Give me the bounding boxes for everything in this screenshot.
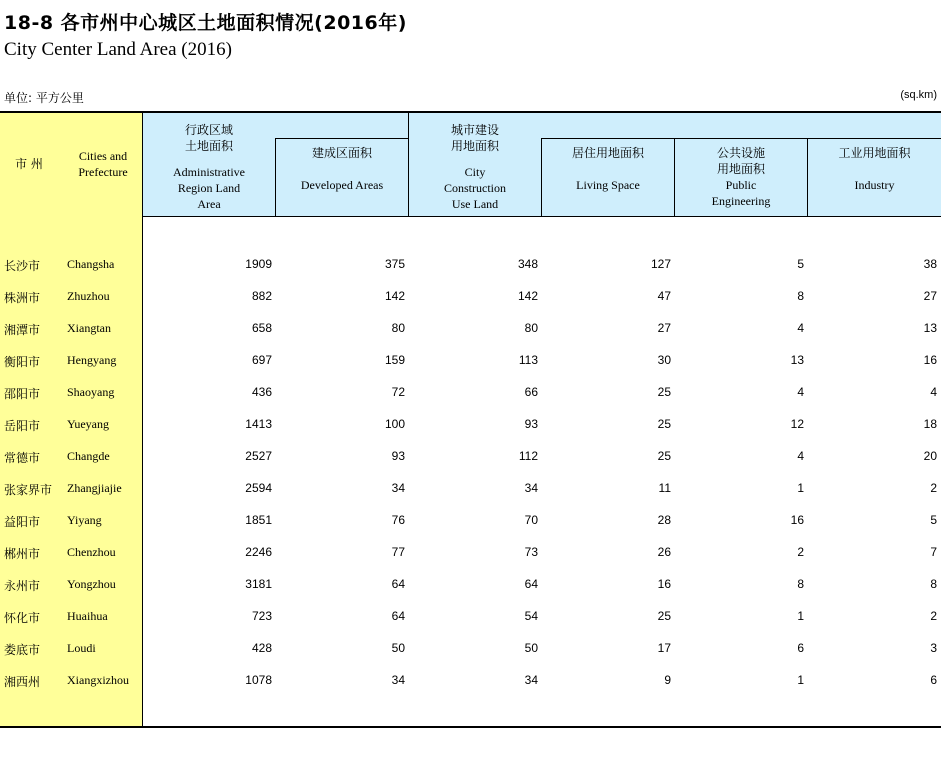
table-row [0,353,941,371]
cell-developed: 93 [391,449,405,463]
cell-public: 8 [797,577,804,591]
cell-construct: 112 [518,449,538,463]
cell-construct: 113 [518,353,538,367]
cell-developed: 34 [391,481,405,495]
cell-admin: 1909 [245,257,272,271]
table-row [0,385,941,403]
cell-developed: 34 [391,673,405,687]
cell-living: 30 [657,353,671,367]
city-name-zh: 湘潭市 [4,323,41,337]
city-name-zh: 株洲市 [4,291,41,305]
header-admin-area: 行政区域 土地面积 Administrative Region Land Area [173,123,245,211]
table-row [0,257,941,275]
table-row [0,513,941,531]
cell-construct: 50 [524,641,538,655]
cell-industry: 2 [930,609,937,623]
cell-admin: 658 [251,321,272,335]
city-name-en: Changde [67,449,110,463]
cell-public: 8 [797,289,804,303]
header-developed-area: 建成区面积 Developed Areas [300,146,384,192]
table-bottom-rule [0,726,941,728]
cell-admin: 428 [251,641,272,655]
cell-public: 1 [797,609,804,623]
table-row [0,609,941,627]
unit-label-english: (sq.km) [900,89,937,101]
city-name-zh: 长沙市 [4,259,41,273]
table-row [0,289,941,307]
city-name-en: Zhuzhou [67,289,110,303]
cell-living: 17 [657,641,671,655]
cell-public: 13 [790,353,804,367]
cell-developed: 72 [391,385,405,399]
cell-public: 1 [797,673,804,687]
cell-construct: 54 [524,609,538,623]
cell-industry: 4 [930,385,937,399]
header-divider [541,138,941,139]
cell-industry: 27 [923,289,937,303]
cell-public: 6 [797,641,804,655]
cell-industry: 5 [930,513,937,527]
header-living-space: 居住用地面积 Living Space [571,146,644,192]
cell-admin: 436 [251,385,272,399]
cell-admin: 1851 [245,513,272,527]
cell-public: 12 [790,417,804,431]
header-industry: 工业用地面积 Industry [838,146,911,192]
cell-public: 4 [797,385,804,399]
city-name-zh: 湘西州 [4,675,41,689]
cell-admin: 1413 [245,417,272,431]
cell-developed: 50 [391,641,405,655]
cell-living: 25 [657,385,671,399]
city-name-zh: 永州市 [4,579,41,593]
title-english: City Center Land Area (2016) [4,39,232,60]
cell-construct: 348 [517,257,538,271]
title-chinese: 18-8 各市州中心城区土地面积情况(2016年) [4,12,407,34]
header-city-zh: 市 州 [15,157,43,171]
cell-industry: 8 [930,577,937,591]
cell-industry: 20 [923,449,937,463]
cell-developed: 159 [384,353,405,367]
city-name-en: Huaihua [67,609,108,623]
cell-admin: 882 [251,289,272,303]
cell-living: 27 [657,321,671,335]
cell-industry: 13 [923,321,937,335]
cell-living: 28 [657,513,671,527]
header-public-engineering: 公共设施 用地面积 Public Engineering [711,146,771,208]
cell-industry: 7 [930,545,937,559]
cell-construct: 34 [524,481,538,495]
cell-developed: 76 [391,513,405,527]
header-construction-land: 城市建设 用地面积 City Construction Use Land [444,123,506,211]
header-divider [275,138,408,139]
city-name-zh: 常德市 [4,451,41,465]
cell-industry: 2 [930,481,937,495]
city-name-zh: 娄底市 [4,643,41,657]
cell-living: 11 [658,481,671,495]
cell-industry: 18 [923,417,937,431]
unit-label-chinese: 单位: 平方公里 [4,91,84,105]
cell-living: 47 [657,289,671,303]
cell-living: 16 [657,577,671,591]
city-name-zh: 怀化市 [4,611,41,625]
cell-admin: 723 [251,609,272,623]
cell-industry: 38 [923,257,937,271]
table-row [0,545,941,563]
cell-public: 16 [790,513,804,527]
cell-developed: 375 [384,257,405,271]
cell-admin: 697 [251,353,272,367]
city-name-zh: 岳阳市 [4,419,41,433]
city-name-zh: 郴州市 [4,547,41,561]
cell-public: 4 [797,449,804,463]
cell-construct: 34 [524,673,538,687]
table-row [0,481,941,499]
city-name-en: Shaoyang [67,385,115,399]
table-row [0,449,941,467]
cell-industry: 3 [930,641,937,655]
city-name-en: Chenzhou [67,545,116,559]
cell-industry: 6 [930,673,937,687]
city-name-en: Yongzhou [67,577,116,591]
cell-admin: 1078 [245,673,272,687]
cell-developed: 64 [391,577,405,591]
city-name-zh: 邵阳市 [4,387,41,401]
city-name-zh: 张家界市 [4,483,53,497]
city-name-en: Xiangxizhou [67,673,129,687]
cell-living: 25 [657,449,671,463]
cell-living: 26 [657,545,671,559]
cell-living: 127 [650,257,671,271]
table-row [0,641,941,659]
cell-construct: 142 [517,289,538,303]
city-name-en: Yiyang [67,513,102,527]
header-city-en: Cities and Prefecture [78,149,128,179]
cell-living: 25 [657,417,671,431]
cell-construct: 73 [524,545,538,559]
city-name-zh: 衡阳市 [4,355,41,369]
cell-developed: 100 [384,417,405,431]
cell-admin: 2246 [245,545,272,559]
cell-admin: 2594 [245,481,272,495]
city-name-en: Zhangjiajie [67,481,122,495]
cell-construct: 93 [524,417,538,431]
cell-admin: 3181 [245,577,272,591]
cell-admin: 2527 [245,449,272,463]
cell-living: 9 [664,673,671,687]
city-name-en: Loudi [67,641,96,655]
city-name-en: Hengyang [67,353,117,367]
cell-public: 1 [797,481,804,495]
cell-developed: 77 [391,545,405,559]
cell-industry: 16 [923,353,937,367]
cell-developed: 64 [391,609,405,623]
city-name-en: Changsha [67,257,115,271]
table-row [0,321,941,339]
cell-construct: 66 [524,385,538,399]
cell-construct: 80 [524,321,538,335]
cell-construct: 64 [524,577,538,591]
cell-developed: 80 [391,321,405,335]
table-row [0,417,941,435]
cell-public: 4 [797,321,804,335]
table-row [0,577,941,595]
cell-public: 5 [797,257,804,271]
cell-public: 2 [797,545,804,559]
cell-living: 25 [657,609,671,623]
cell-construct: 70 [524,513,538,527]
cell-developed: 142 [384,289,405,303]
city-name-en: Xiangtan [67,321,111,335]
city-name-zh: 益阳市 [4,515,41,529]
table-row [0,673,941,691]
city-name-en: Yueyang [67,417,109,431]
